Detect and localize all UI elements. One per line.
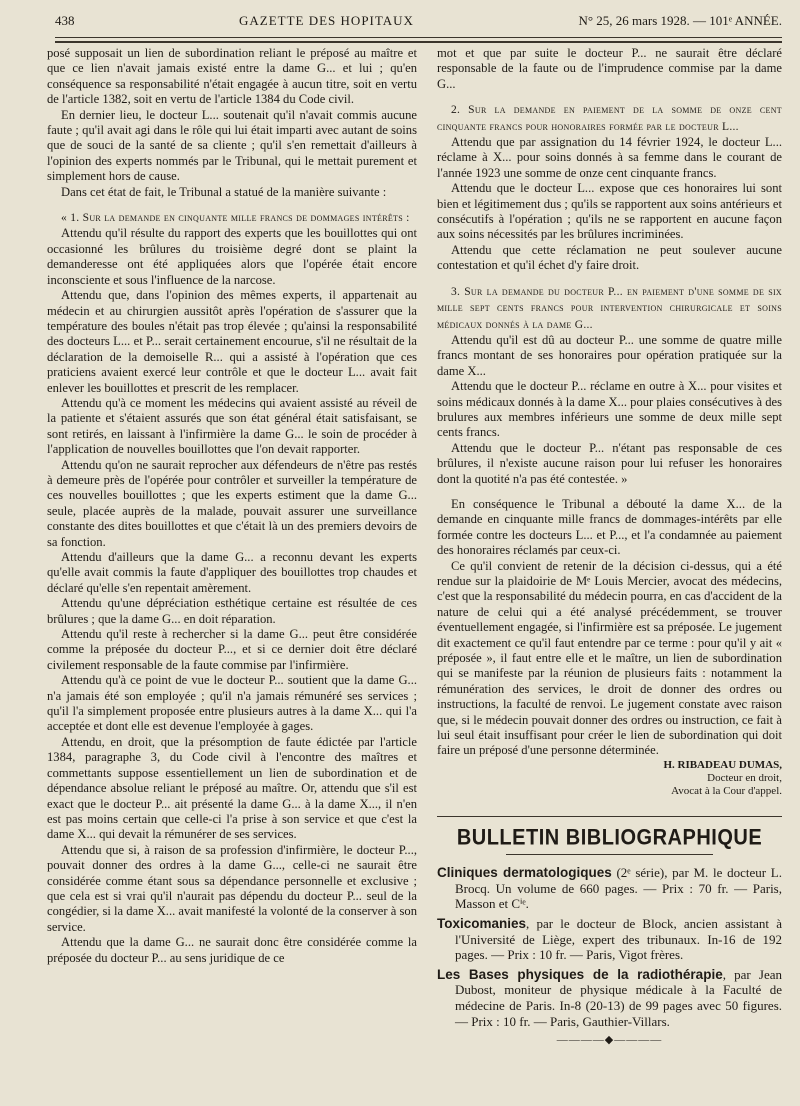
- signature: [437, 759, 782, 798]
- paragraph: Attendu que le docteur P... n'étant pas responsable de ces brûlures, il n'existe aucune raison pour lui refuser les honoraires dont la quotité n'a pas été contestée. »: [437, 440, 782, 486]
- paragraph: mot et que par suite le docteur P... ne saurait être déclaré responsable de la faute ou de l'imprudence commise par la dame G...: [437, 46, 782, 91]
- paragraph: Attendu que la dame G... ne saurait donc être considérée comme la préposée du docteur P... au sens juridique de ce: [47, 935, 417, 965]
- paragraph: Attendu qu'une dépréciation esthétique certaine est résultée de ces brûlures ; que la dame G... en doit réparation.: [47, 596, 417, 626]
- bibliography-entry: [437, 916, 782, 963]
- book-title: Cliniques dermatologiques: [437, 865, 612, 881]
- paragraph: Dans cet état de fait, le Tribunal a statué de la manière suivante :: [61, 184, 387, 199]
- paragraph: Attendu qu'il reste à rechercher si la dame G... peut être considérée comme la préposée du docteur P..., et si ce dernier doit être déclaré civilement responsable de la faute commise par l'infirmière.: [47, 627, 417, 672]
- right-column: [437, 46, 782, 1049]
- paragraph: posé supposait un lien de subordination reliant le préposé au maître et que ce lien n'avait jamais existé entre la dame G... et lui ; qu'en conséquence sa responsabilité n'était engagée à aucun titre, soit en vertu de l'article 1382, soit en vertu de l'article 1384 du Code civil.: [47, 46, 417, 107]
- paragraph: Attendu d'ailleurs que la dame G... a reconnu devant les experts qu'elle avait commis la faute d'appliquer des bouillottes trop chaudes et déclaré qu'elle s'en repentait amèrement.: [47, 550, 417, 595]
- paragraph: Attendu que, dans l'opinion des mêmes experts, il appartenait au médecin et au chirurgien aussitôt après l'opération de s'assurer que la température des boules n'était pas trop élevée ; qu'ainsi la responsabilité des docteurs L... et P... serait certainement encourue, s'il ne résultait de la déclaration de la demoiselle R... qui a assisté à l'opération que ces praticiens avaient exercé leur contrôle et que le docteur L... avait fait enlever les bouillottes et prescrit de les remplacer.: [47, 288, 417, 395]
- book-details: , par Jean Dubost, moniteur de physique médicale à la Faculté de médecine de Paris. In-8 (20-13) de 99 pages avec 50 figures. — Prix : 10 fr. — Paris, Gauthier-Villars.: [455, 966, 782, 1029]
- paragraph: Attendu qu'il est dû au docteur P... une somme de quatre mille francs montant de ses honoraires pour opération pratiquée sur la dame X...: [437, 332, 782, 378]
- paragraph: Attendu que si, à raison de sa profession d'infirmière, le docteur P..., pouvait donner des ordres à la dame G..., celle-ci ne saurait être considérée comme étant sous sa dépendance personnelle et exclusive ; que cela est si vrai qu'il n'aurait pas dépendu du docteur P... seul de la congédier, si la dame X... avait manifesté la volonté de la conserver à son service.: [47, 842, 417, 934]
- book-title: Les Bases physiques de la radiothérapie: [437, 966, 723, 982]
- header-rule: [55, 37, 782, 38]
- author-name: H. RIBADEAU DUMAS,: [663, 758, 782, 771]
- left-column: [47, 46, 417, 966]
- section-heading: 2. Sur la demande en paiement de la somme de onze cent cinquante francs pour honoraires formée par le docteur L...: [437, 104, 782, 133]
- paragraph: En conséquence le Tribunal a débouté la dame X... de la demande en cinquante mille francs de dommages-intérêts par elle formée contre les docteurs L... et P..., et l'a condamnée au paiement des honoraires réclamés par ceux-ci.: [437, 496, 782, 558]
- book-title: Toxicomanies: [437, 916, 527, 932]
- issue-info: N° 25, 26 mars 1928. — 101ᵉ ANNÉE.: [578, 13, 782, 28]
- bulletin-title: BULLETIN BIBLIOGRAPHIQUE: [456, 825, 763, 850]
- paragraph: Attendu que le docteur L... expose que ces honoraires lui sont bien et légitimement dus ; qu'ils se rapportent aux soins antérieurs et consécutifs à l'opération ; qu'ils ne se rapportent en aucune façon aux soins nécessités par les brûlures incriminées.: [437, 181, 782, 242]
- paragraph: Attendu que le docteur P... réclame en outre à X... pour visites et soins médicaux donnés à la dame X... pour plaies consécutives à des brulures aux membres inférieurs une somme de deux mille sept cents francs.: [437, 379, 782, 440]
- title-rule: [506, 854, 713, 855]
- paragraph: Attendu qu'il résulte du rapport des experts que les bouillottes qui ont occasionné les brûlures du troisième degré dont se plaint la demanderesse ont été appliquées alors que l'opérée était encore inconsciente et sous l'influence de la narcose.: [47, 226, 417, 287]
- book-details: (2ᵉ série), par M. le docteur L. Brocq. Un volume de 660 pages. — Prix : 70 fr. — Paris, Masson et Cⁱᵉ.: [455, 865, 782, 912]
- journal-title: GAZETTE DES HOPITAUX: [239, 13, 414, 28]
- end-ornament: ————◆————: [556, 1034, 663, 1047]
- section-heading: 3. Sur la demande du docteur P... en paiement d'une somme de six mille sept cents francs pour intervention chirurgicale et soins médicaux donnés à la dame G...: [437, 285, 782, 331]
- paragraph: Attendu qu'à ce point de vue le docteur P... soutient que la dame G... n'a jamais été son employée ; qu'il n'a jamais rémunéré ses services ; qu'il l'a simplement proposée entre plusieurs autres à la dame X... qui l'a acceptée et dont elle est devenue l'employée à gages.: [47, 673, 417, 734]
- bibliography-entry: [437, 967, 782, 1029]
- paragraph: En dernier lieu, le docteur L... soutenait qu'il n'avait commis aucune faute ; qu'il avait agi dans le rôle qui lui était imparti avec autant de soins que de souci de la santé de sa cliente ; qu'il s'en remettait d'ailleurs à l'opinion des experts nommés par le Tribunal, qui le mettait purement et simplement hors de cause.: [47, 107, 417, 184]
- section-heading: « 1. Sur la demande en cinquante mille francs de dommages intérêts :: [61, 212, 410, 225]
- book-details: , par le docteur de Block, ancien assistant à l'Université de Liège, expert des tribunaux. In-16 de 192 pages. — Prix : 10 fr. — Paris, Vigot frères.: [455, 916, 782, 963]
- paragraph: Attendu, en droit, que la présomption de faute édictée par l'article 1384, paragraphe 3, du Code civil à l'encontre des maîtres et commettants suppose essentiellement un lien de subordination et de dépendance absolue reliant le préposé au maître. Or, attendu que s'il est exact que le docteur P... ait présenté la dame G... à la dame X..., il n'en est pas moins certain que celle-ci l'a prise à son service et que c'est la dame X... qui devait la rémunérer de ses services.: [47, 734, 417, 842]
- paragraph: Attendu qu'on ne saurait reprocher aux défendeurs de n'être pas restés à demeure près de l'opérée pour contrôler et surveiller la température de ces nouvelles bouillottes ; que les experts estiment que la dame G... seule, placée auprès de la malade, pouvait assurer une surveillance constante des dites bouillottes et que c'était là un des premiers devoirs de sa fonction.: [47, 457, 417, 549]
- section-divider: [437, 816, 782, 817]
- paragraph: Attendu que cette réclamation ne peut soulever aucune contestation et qu'il échet d'y faire droit.: [437, 242, 782, 273]
- author-title: Avocat à la Cour d'appel.: [671, 784, 782, 797]
- paragraph: Ce qu'il convient de retenir de la décision ci-dessus, qui a été rendue sur la plaidoirie de Mᵉ Louis Mercier, avocat des médecins, c'est que la responsabilité du médecin pourra, en cas d'accident de la nature de celui qui a été analysé précédemment, se trouver éventuellement engagée, si l'infirmière est sa préposée. Le jugement dit exactement ce qu'il faut entendre par ce terme : pour qu'il y ait « préposée », il faut entre elle et le maître, un lien de subordination qui se manifeste par la réunion de plusieurs faits : notamment la rémunération des services, le droit de donner des ordres ou instructions, la faculté de renvoi. Le jugement constate avec raison que, si le médecin pouvait donner des ordres ou instruction, ce fait à lui seul était insuffisant pour créer le lien de subordination qui doit faire un préposé d'une personne déterminée.: [437, 558, 782, 758]
- paragraph: Attendu que par assignation du 14 février 1924, le docteur L... réclame à X... pour soins donnés à sa femme dans le courant de l'année 1923 une somme de onze cent cinquante francs.: [437, 135, 782, 180]
- header-rule-double: [55, 41, 782, 43]
- author-title: Docteur en droit,: [707, 771, 782, 784]
- page-header: [55, 8, 782, 34]
- bibliography-entry: [437, 865, 782, 912]
- paragraph: Attendu qu'à ce moment les médecins qui avaient assisté au réveil de la patiente et s'étaient assurés que son état général était satisfaisant, se sont retirés, en laissant à l'infirmière la dame G... le soin de procéder à l'application de nouvelles bouillottes que l'on devait rapporter.: [47, 395, 417, 457]
- page-number: 438: [55, 13, 75, 28]
